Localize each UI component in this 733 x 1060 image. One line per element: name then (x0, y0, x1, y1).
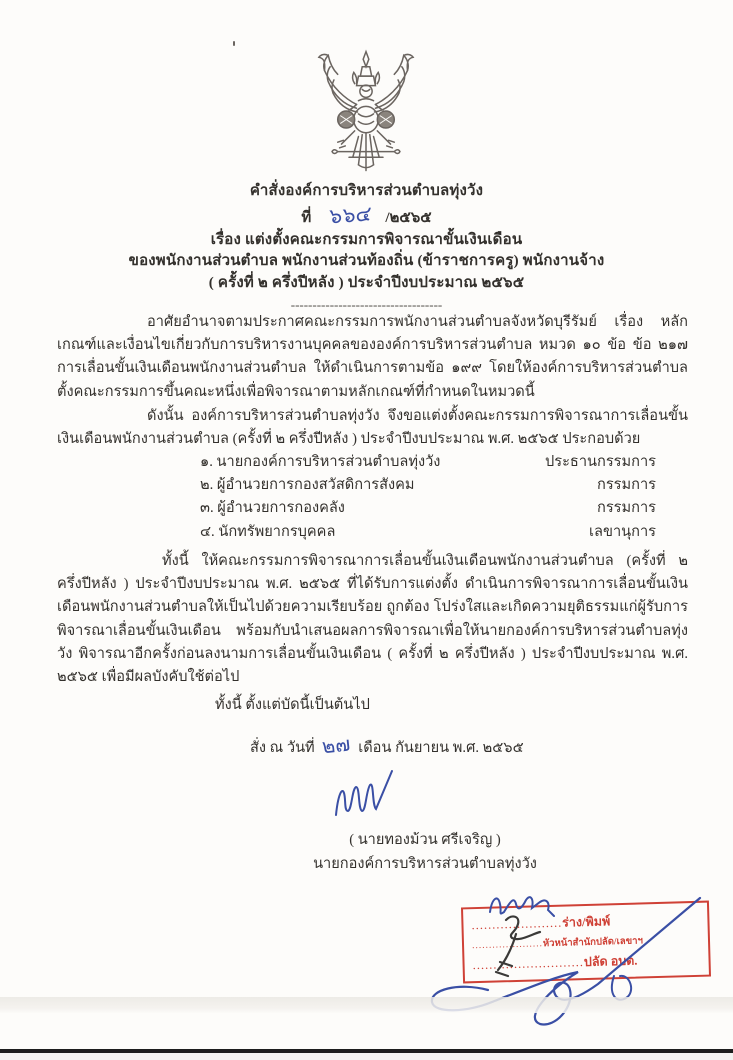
committee-member-role: ประธานกรรมการ (544, 454, 656, 470)
scan-shadow-band (0, 997, 733, 1013)
title-block (0, 181, 733, 312)
signer-title: นายกองค์การบริหารส่วนตำบลทุ่งวัง (313, 855, 537, 872)
order-date-line (57, 729, 688, 761)
garuda-emblem-icon (300, 44, 432, 180)
number-suffix: /๒๕๖๕ (385, 209, 432, 226)
date-prefix: สั่ง ณ วันที่ (250, 740, 315, 756)
committee-row (57, 497, 688, 520)
handwritten-day: ๒๗ (321, 731, 352, 759)
committee-member-name: ๓. ผู้อำนวยการกองคลัง (200, 500, 345, 517)
paragraph-appointment: ดังนั้น องค์การบริหารส่วนตำบลทุ่งวัง จึงขอแต่งตั้งคณะกรรมการพิจารณาการเลื่อนขั้นเงินเดือนพนักงานส่วนตำบล (ครั้งที่ ๒ ครึ่งปีหลัง ) ประจำปีงบประมาณ พ.ศ. ๒๕๖๕ ประกอบด้วย (57, 408, 688, 448)
number-prefix: ที่ (301, 209, 312, 226)
signature-block (280, 829, 570, 876)
document-number-line (0, 200, 733, 230)
committee-row (57, 451, 688, 474)
subject-line-2: ของพนักงานส่วนตำบล พนักงานส่วนท้องถิ่น (ข้าราชการครู) พนักงานจ้าง (128, 253, 605, 269)
effective-date-line: ทั้งนี้ ตั้งแต่บัดนี้เป็นต้นไป (215, 697, 370, 713)
subject-line-3: ( ครั้งที่ ๒ ครึ่งปีหลัง ) ประจำปีงบประมาณ ๒๕๖๕ (208, 274, 525, 291)
committee-row (57, 521, 688, 544)
stamp-line-palat: ...........................ปลัด อบต. (472, 953, 638, 973)
below-page-area (0, 1053, 733, 1060)
committee-member-role: กรรมการ (596, 500, 656, 517)
committee-member-name: ๒. ผู้อำนวยการกองสวัสดิการสังคม (200, 477, 415, 494)
handwritten-order-number: ๖๖๔ (328, 200, 372, 229)
dashed-divider: ----------------------------------- (290, 297, 443, 312)
committee-member-role: เลขานุการ (589, 523, 656, 540)
stamp-line-draft: ......................ร่าง/พิมพ์ (471, 914, 611, 932)
paragraph-legal-basis: อาศัยอำนาจตามประกาศคณะกรรมการพนักงานส่วนตำบลจังหวัดบุรีรัมย์ เรื่อง หลักเกณฑ์และเงื่อนไขเกี่ยวกับการบริหารงานบุคคลขององค์การบริหารส่วนตำบล หมวด ๑๐ ข้อ ข้อ ๒๑๗ การเลื่อนขั้นเงินเดือนพนักงานส่วนตำบล ให้ดำเนินการตามข้อ ๑๙๙ โดยให้องค์การบริหารส่วนตำบลตั้งคณะกรรมการขึ้นคณะหนึ่งเพื่อพิจารณาตามหลักเกณฑ์ที่กำหนดในหมวดนี้ (57, 314, 688, 400)
paragraph-instructions: ทั้งนี้ ให้คณะกรรมการพิจารณาการเลื่อนขั้นเงินเดือนพนักงานส่วนตำบล (ครั้งที่ ๒ ครึ่งปีหลัง ) ประจำปีงบประมาณ พ.ศ. ๒๕๖๕ ที่ได้รับการแต่งตั้ง ดำเนินการพิจารณาการเลื่อนขั้นเงินเดือนพนักงานส่วนตำบลให้เป็นไปด้วยความเรียบร้อย ถูกต้อง โปร่งใสและเกิดความยุติธรรมแก่ผู้รับการพิจารณาเลื่อนขั้นเงินเดือน พร้อมกับนำเสนอผลการพิจารณาเพื่อให้นายกองค์การบริหารส่วนตำบลทุ่งวัง พิจารณาอีกครั้งก่อนลงนามการเลื่อนขั้นเงินเดือน ( ครั้งที่ ๒ ครึ่งปีหลัง ) ประจำปีงบประมาณ พ.ศ. ๒๕๖๕ เพื่อมีผลบังคับใช้ต่อไป (57, 553, 688, 686)
date-suffix: เดือน กันยายน พ.ศ. ๒๕๖๕ (358, 740, 524, 756)
scan-speck (233, 41, 235, 46)
committee-row (57, 474, 688, 497)
committee-member-role: กรรมการ (596, 477, 656, 494)
committee-list (57, 451, 688, 544)
signature-ink-icon (322, 765, 406, 823)
committee-member-name: ๑. นายกองค์การบริหารส่วนตำบลทุ่งวัง (200, 454, 441, 470)
document-title: คำสั่งองค์การบริหารส่วนตำบลทุ่งวัง (249, 183, 484, 199)
subject-line-1: เรื่อง แต่งตั้งคณะกรรมการพิจารณาขั้นเงินเดือน (210, 231, 523, 248)
approval-stamp-box (461, 901, 711, 984)
stamp-line-chief: .....................หัวหน้าสำนักปลัด/เลขาฯ (471, 935, 643, 951)
committee-member-name: ๔. นักทรัพยากรบุคคล (200, 523, 336, 540)
signer-name: ( นายทองม้วน ศรีเจริญ ) (349, 832, 501, 848)
